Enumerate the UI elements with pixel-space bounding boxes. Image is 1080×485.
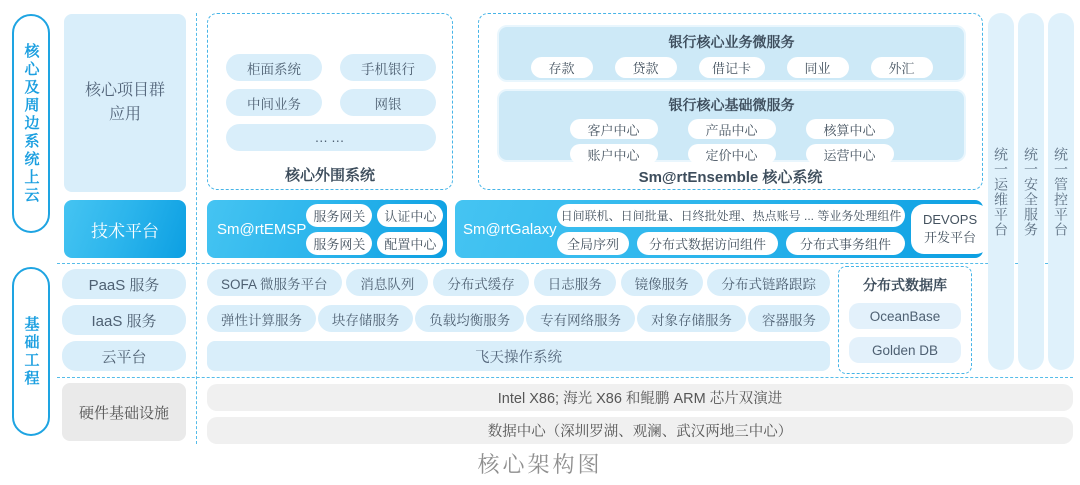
emsp-pill: 配置中心 xyxy=(377,232,443,255)
hardware-chips-bar: Intel X86; 海光 X86 和鲲鹏 ARM 芯片双演进 xyxy=(207,384,1073,411)
business-microservices-title: 银行核心业务微服务 xyxy=(668,34,795,50)
ensemble-core-box xyxy=(478,13,983,190)
devops-line1: DEVOPS xyxy=(922,211,978,227)
iaas-pill: 对象存储服务 xyxy=(637,305,746,332)
emsp-pill: 认证中心 xyxy=(377,204,443,227)
base-microservices-card xyxy=(497,89,966,162)
business-pill: 借记卡 xyxy=(699,57,765,78)
emsp-pill: 服务网关 xyxy=(306,232,372,255)
business-pill: 同业 xyxy=(787,57,849,78)
paas-pill: 分布式缓存 xyxy=(433,269,529,296)
iaas-services-row xyxy=(207,305,830,332)
galaxy-pill: 全局序列 xyxy=(557,232,629,255)
divider-tech-paas xyxy=(57,263,1073,264)
db-item: Golden DB xyxy=(849,337,961,363)
business-pill: 贷款 xyxy=(615,57,677,78)
business-microservices-card xyxy=(497,25,966,82)
peripheral-item: 柜面系统 xyxy=(226,54,322,81)
iaas-pill: 块存储服务 xyxy=(318,305,414,332)
base-pill: 客户中心 xyxy=(570,119,658,139)
base-pill: 账户中心 xyxy=(570,144,658,164)
emsp-pill: 服务网关 xyxy=(306,204,372,227)
peripheral-item: 中间业务 xyxy=(226,89,322,116)
section-label-infrastructure xyxy=(12,267,50,436)
paas-pill: 分布式链路跟踪 xyxy=(707,269,830,296)
layer-tech-platform: 技术平台 xyxy=(64,200,186,258)
peripheral-item-more: …… xyxy=(226,124,436,151)
section-label-infrastructure-text: 基础工程 xyxy=(22,315,40,388)
galaxy-processing-pill: 日间联机、日间批量、日终批处理、热点账号 ... 等业务处理组件 xyxy=(557,204,905,227)
divider-cloud-hardware xyxy=(57,377,1073,378)
devops-line2: 开发平台 xyxy=(924,230,977,245)
section-label-core-cloud xyxy=(12,14,50,233)
emsp-name: Sm@rtEMSP xyxy=(217,220,307,238)
distributed-db-box xyxy=(838,266,972,374)
db-item: OceanBase xyxy=(849,303,961,329)
paas-pill: SOFA 微服务平台 xyxy=(207,269,342,296)
iaas-pill: 专有网络服务 xyxy=(526,305,635,332)
unified-ops-platform-text: 统一运维平台 xyxy=(993,146,1009,237)
unified-ops-platform-bar xyxy=(988,13,1014,370)
paas-pill: 镜像服务 xyxy=(621,269,703,296)
business-pill: 外汇 xyxy=(871,57,933,78)
emsp-platform-bar xyxy=(207,200,447,258)
layer-hardware: 硬件基础设施 xyxy=(62,383,186,441)
galaxy-pill: 分布式数据访问组件 xyxy=(637,232,778,255)
peripheral-item: 手机银行 xyxy=(340,54,436,81)
distributed-db-title: 分布式数据库 xyxy=(863,277,947,293)
layer-cloud-platform: 云平台 xyxy=(62,341,186,371)
layer-iaas: IaaS 服务 xyxy=(62,305,186,335)
base-microservices-title: 银行核心基础微服务 xyxy=(668,97,795,113)
layer-app-group: 核心项目群应用 xyxy=(64,14,186,192)
unified-security-service-text: 统一安全服务 xyxy=(1023,146,1039,237)
galaxy-name: Sm@rtGalaxy xyxy=(463,220,557,238)
hardware-datacenter-bar: 数据中心（深圳罗湖、观澜、武汉两地三中心） xyxy=(207,417,1073,444)
base-pill: 运营中心 xyxy=(806,144,894,164)
galaxy-pill: 分布式事务组件 xyxy=(786,232,905,255)
paas-services-row xyxy=(207,269,830,296)
devops-platform-pill xyxy=(911,204,989,254)
paas-pill: 消息队列 xyxy=(346,269,428,296)
business-pill: 存款 xyxy=(531,57,593,78)
cloud-os-bar: 飞天操作系统 xyxy=(207,341,830,371)
iaas-pill: 负载均衡服务 xyxy=(415,305,524,332)
layer-paas: PaaS 服务 xyxy=(62,269,186,299)
iaas-pill: 容器服务 xyxy=(748,305,830,332)
unified-control-platform-bar xyxy=(1048,13,1074,370)
peripheral-box-title: 核心外围系统 xyxy=(284,167,375,184)
galaxy-platform-bar xyxy=(455,200,983,258)
paas-pill: 日志服务 xyxy=(534,269,616,296)
diagram-title: 核心架构图 xyxy=(477,452,603,477)
unified-security-service-bar xyxy=(1018,13,1044,370)
unified-control-platform-text: 统一管控平台 xyxy=(1053,146,1069,237)
base-pill: 核算中心 xyxy=(806,119,894,139)
section-label-core-cloud-text: 核心及周边系统上云 xyxy=(22,42,40,205)
iaas-pill: 弹性计算服务 xyxy=(207,305,316,332)
peripheral-item: 网银 xyxy=(340,89,436,116)
base-pill: 产品中心 xyxy=(688,119,776,139)
divider-vertical xyxy=(196,13,197,444)
peripheral-systems-box xyxy=(207,13,453,190)
base-pill: 定价中心 xyxy=(688,144,776,164)
ensemble-box-title: Sm@rtEnsemble 核心系统 xyxy=(638,169,823,186)
